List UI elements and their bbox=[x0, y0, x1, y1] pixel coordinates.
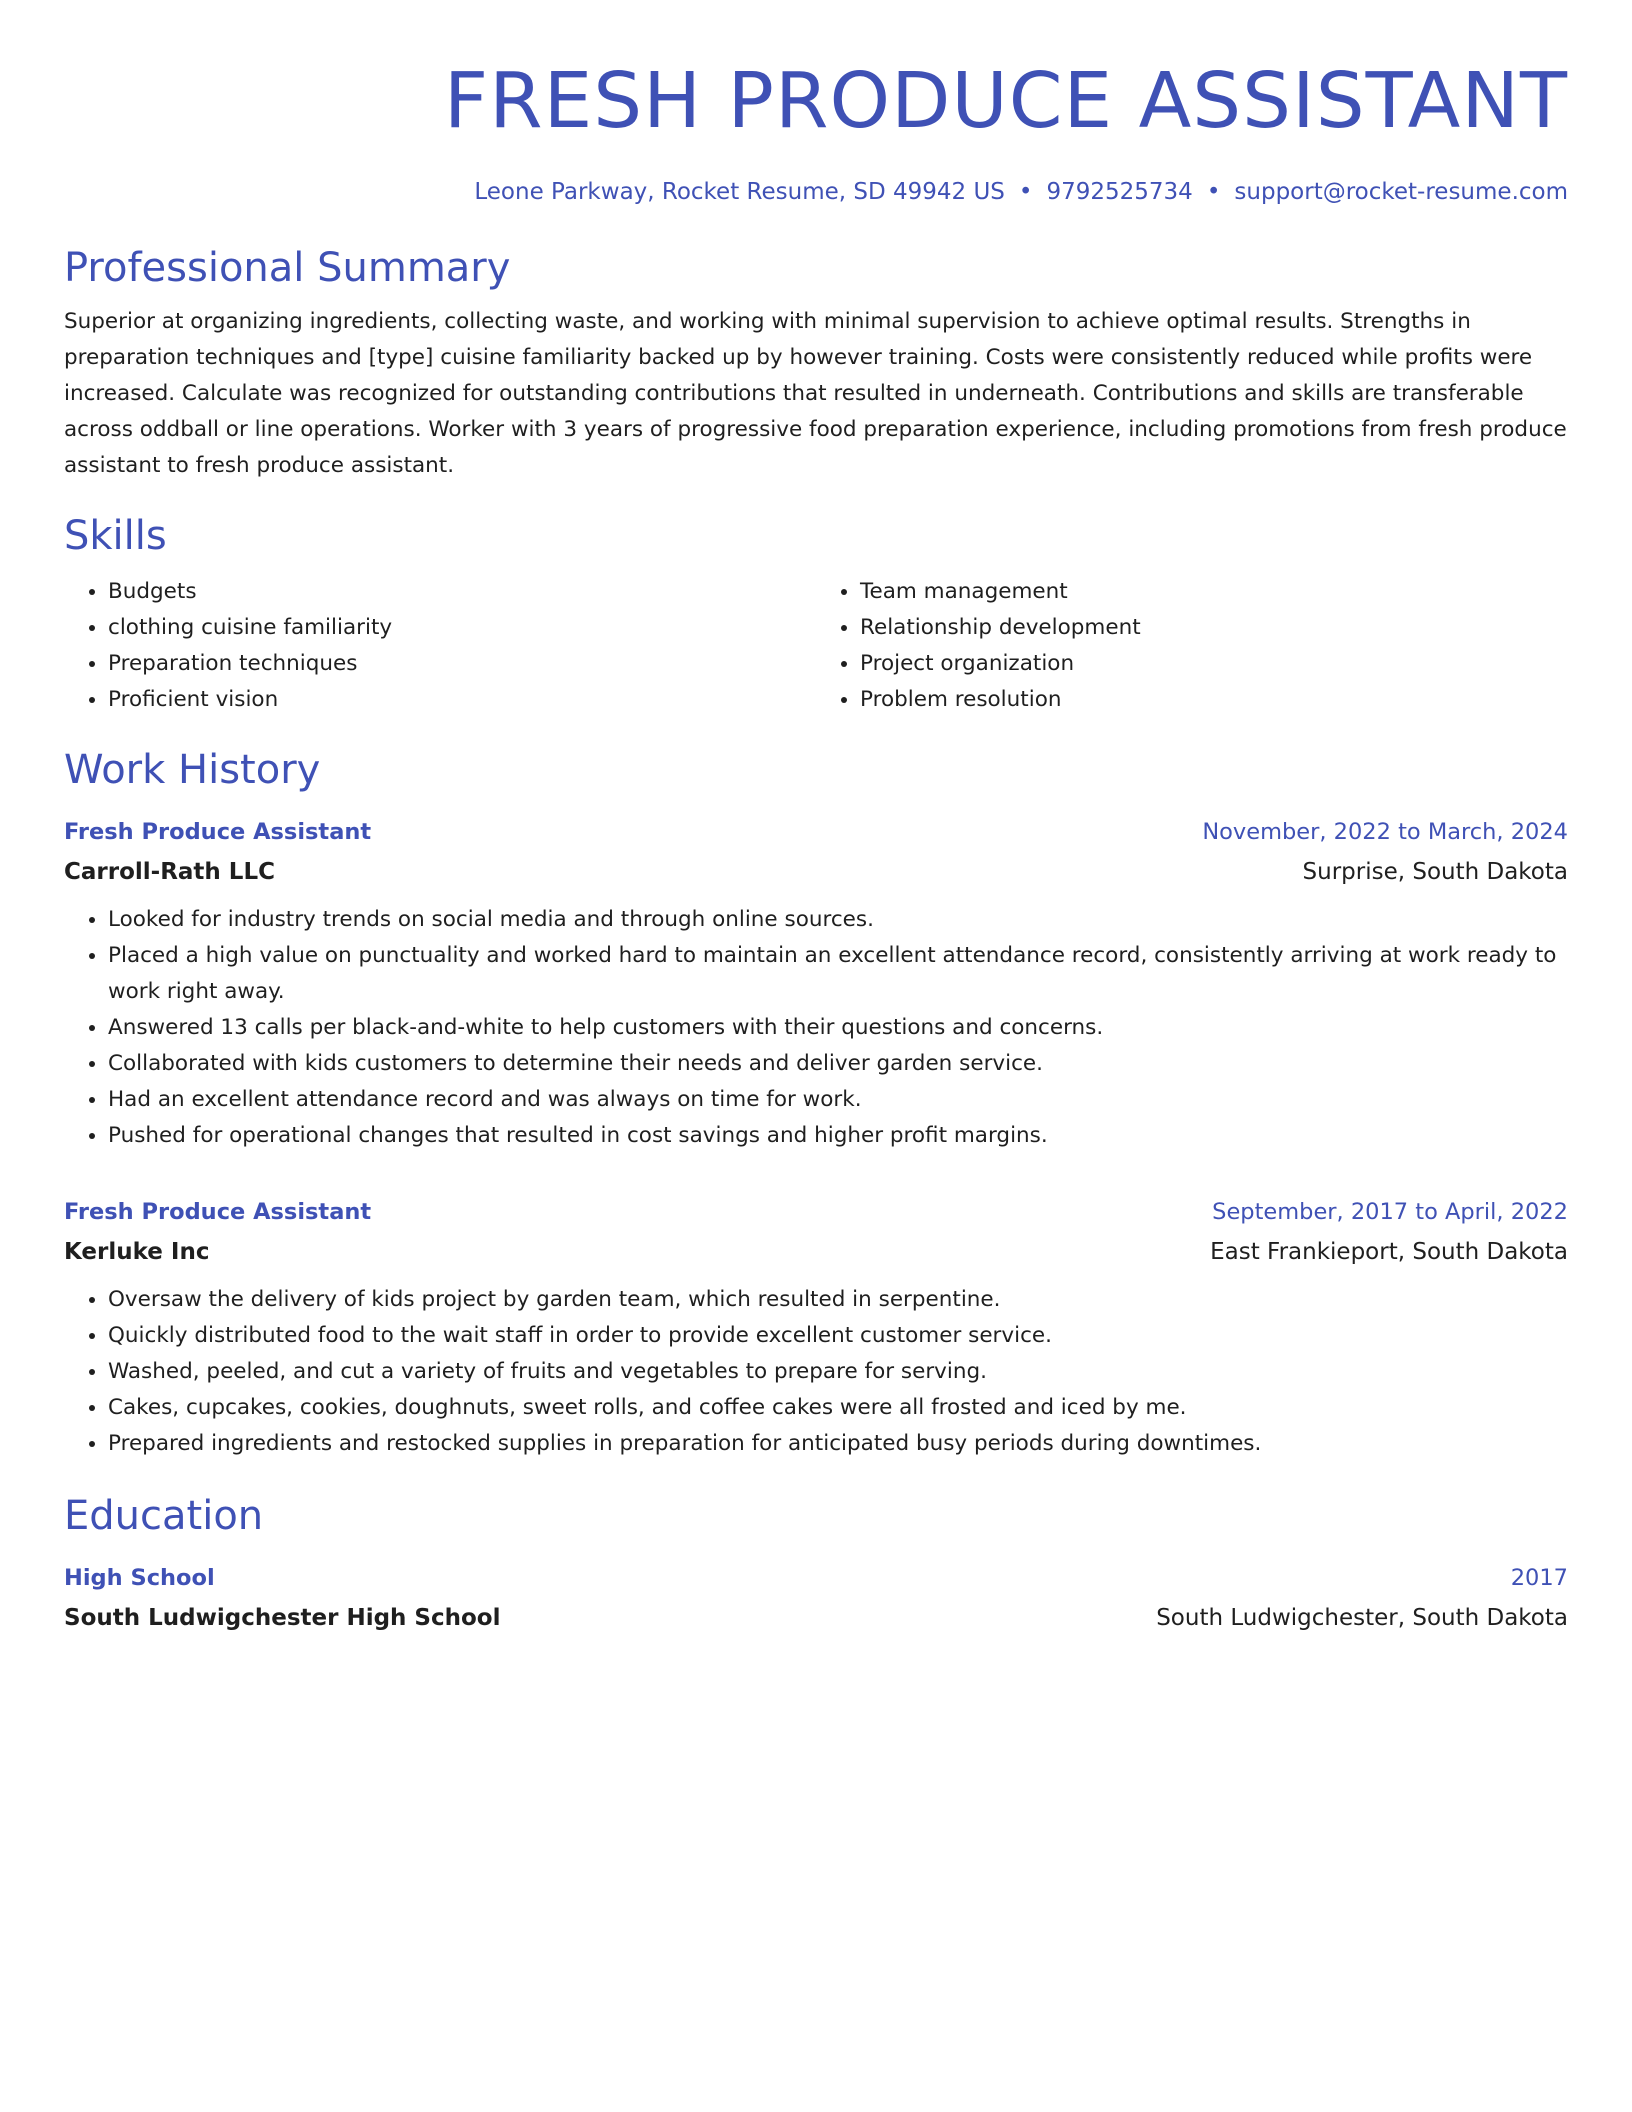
education-school-row bbox=[64, 1598, 1568, 1638]
job-bullet: • Collaborated with kids customers to determine their needs and deliver garden service. bbox=[108, 1046, 1568, 1082]
job-bullet: • Quickly distributed food to the wait staff in order to provide excellent customer service. bbox=[108, 1318, 1568, 1354]
education-entry bbox=[64, 1558, 1568, 1638]
job-company-row bbox=[64, 852, 1568, 892]
job-location: Surprise, South Dakota bbox=[1302, 859, 1568, 885]
job-title-row bbox=[64, 812, 1568, 852]
skill-item: • Proficient vision bbox=[108, 682, 816, 718]
skills-list-right bbox=[816, 574, 1568, 718]
candidate-title: FRESH PRODUCE ASSISTANT bbox=[443, 57, 1568, 146]
job-bullet: • Looked for industry trends on social media and through online sources. bbox=[108, 902, 1568, 938]
job-bullet: • Oversaw the delivery of kids project by garden team, which resulted in serpentine. bbox=[108, 1282, 1568, 1318]
job-bullet: • Pushed for operational changes that resulted in cost savings and higher profit margins. bbox=[108, 1118, 1568, 1154]
job-location: East Frankieport, South Dakota bbox=[1210, 1239, 1568, 1265]
job-company-row bbox=[64, 1232, 1568, 1272]
education-heading: Education bbox=[64, 1493, 264, 1539]
job-entry bbox=[64, 1192, 1568, 1462]
job-bullet: • Prepared ingredients and restocked supplies in preparation for anticipated busy periods during downtimes. bbox=[108, 1426, 1568, 1462]
job-bullet: • Answered 13 calls per black-and-white to help customers with their questions and concerns. bbox=[108, 1010, 1568, 1046]
job-role: Fresh Produce Assistant bbox=[64, 819, 372, 845]
job-bullet: • Placed a high value on punctuality and worked hard to maintain an excellent attendance record, consistently arriving at work ready to work right away. bbox=[108, 938, 1568, 1010]
skill-item: • Relationship development bbox=[860, 610, 1568, 646]
job-role: Fresh Produce Assistant bbox=[64, 1199, 372, 1225]
contact-separator: • bbox=[1206, 179, 1221, 205]
contact-address: Leone Parkway, Rocket Resume, SD 49942 US bbox=[474, 179, 1005, 205]
skills-heading: Skills bbox=[64, 513, 167, 559]
contact-separator: • bbox=[1018, 179, 1033, 205]
job-bullets bbox=[64, 902, 1568, 1154]
job-company: Kerluke Inc bbox=[64, 1239, 210, 1265]
summary-heading: Professional Summary bbox=[64, 245, 511, 291]
education-section bbox=[64, 1490, 1568, 1638]
education-school: South Ludwigchester High School bbox=[64, 1605, 501, 1631]
resume-header bbox=[64, 52, 1568, 208]
contact-email: support@rocket-resume.com bbox=[1234, 179, 1568, 205]
contact-phone: 9792525734 bbox=[1046, 179, 1193, 205]
job-bullet: • Washed, peeled, and cut a variety of fruits and vegetables to prepare for serving. bbox=[108, 1354, 1568, 1390]
education-degree-row bbox=[64, 1558, 1568, 1598]
work-history-section bbox=[64, 744, 1568, 1462]
job-bullet: • Had an excellent attendance record and was always on time for work. bbox=[108, 1082, 1568, 1118]
summary-section bbox=[64, 242, 1568, 484]
skills-section bbox=[64, 510, 1568, 718]
skill-item: • clothing cuisine familiarity bbox=[108, 610, 816, 646]
skill-item: • Problem resolution bbox=[860, 682, 1568, 718]
education-location: South Ludwigchester, South Dakota bbox=[1156, 1605, 1568, 1631]
contact-line bbox=[64, 176, 1568, 208]
job-dates: September, 2017 to April, 2022 bbox=[1212, 1199, 1568, 1225]
skill-item: • Preparation techniques bbox=[108, 646, 816, 682]
skill-item: • Project organization bbox=[860, 646, 1568, 682]
skill-item: • Team management bbox=[860, 574, 1568, 610]
skill-item: • Budgets bbox=[108, 574, 816, 610]
education-year: 2017 bbox=[1510, 1565, 1568, 1591]
education-degree: High School bbox=[64, 1565, 215, 1591]
job-bullet: • Cakes, cupcakes, cookies, doughnuts, sweet rolls, and coffee cakes were all frosted and iced by me. bbox=[108, 1390, 1568, 1426]
job-entry bbox=[64, 812, 1568, 1154]
work-history-heading: Work History bbox=[64, 747, 321, 793]
job-title-row bbox=[64, 1192, 1568, 1232]
job-bullets bbox=[64, 1282, 1568, 1462]
skills-list-left bbox=[64, 574, 816, 718]
job-dates: November, 2022 to March, 2024 bbox=[1202, 819, 1568, 845]
skills-columns bbox=[64, 574, 1568, 718]
job-company: Carroll-Rath LLC bbox=[64, 859, 275, 885]
summary-text: Superior at organizing ingredients, collecting waste, and working with minimal supervision to achieve optimal results. Strengths in preparation techniques and [type] cuisine familiarity backed up by however training. Costs were consistently reduced while profits were increased. Calculate was recognized for outstanding contributions that resulted in underneath. Contributions and skills are transferable across oddball or line operations. Worker with 3 years of progressive food preparation experience, including promotions from fresh produce assistant to fresh produce assistant. bbox=[64, 309, 1567, 478]
